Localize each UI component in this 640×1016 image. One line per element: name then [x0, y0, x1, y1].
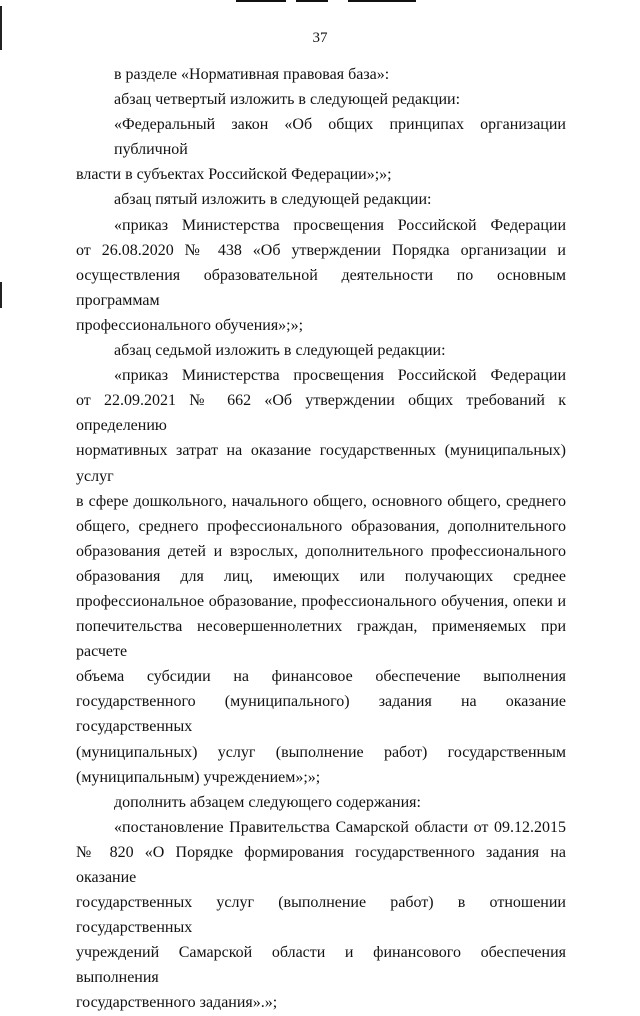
text-line: нормативных затрат на оказание государственных (муниципальных) услуг	[76, 442, 566, 485]
text-line: от 26.08.2020 № 438 «Об утверждении Порядка организации и	[76, 241, 566, 259]
text-line: попечительства несовершеннолетних граждан, применяемых при расчете	[76, 618, 566, 661]
paragraph	[76, 62, 566, 87]
text-line: общего, среднего профессионального образования, дополнительного	[76, 517, 566, 535]
text-line: «постановление Правительства Самарской области от 09.12.2015	[114, 818, 566, 836]
text-line: «Федеральный закон «Об общих принципах организации публичной	[114, 116, 566, 159]
text-line: в разделе «Нормативная правовая база»:	[114, 66, 390, 83]
text-line: дополнить абзацем следующего содержания:	[114, 793, 421, 811]
text-line: «приказ Министерства просвещения Российской Федерации	[114, 367, 566, 385]
paragraph	[76, 112, 566, 187]
text-line: осуществления образовательной деятельности по основным программам	[76, 266, 566, 309]
text-line: абзац седьмой изложить в следующей редакции:	[114, 342, 446, 360]
document-body	[76, 62, 566, 1016]
paragraph	[76, 213, 566, 338]
text-line: власти в субъектах Российской Федерации»;»;	[76, 166, 392, 184]
text-line: от 22.09.2021 № 662 «Об утверждении общих требований к определению	[76, 392, 566, 435]
text-line: образования детей и взрослых, дополнительного профессионального	[76, 542, 566, 560]
paragraph	[76, 338, 566, 363]
text-line: «приказ Министерства просвещения Российской Федерации	[114, 216, 566, 234]
paragraph	[76, 815, 566, 1016]
paragraph	[76, 790, 566, 815]
paragraph	[76, 363, 566, 790]
text-line: профессиональное образование, профессионального обучения, опеки и	[76, 592, 566, 610]
scan-edge-left	[0, 282, 2, 308]
paragraph	[76, 187, 566, 212]
text-line: абзац четвертый изложить в следующей редакции:	[114, 91, 461, 109]
text-line: профессионального обучения»;»;	[76, 316, 304, 334]
text-line: (муниципальным) учреждением»;»;	[76, 768, 321, 786]
text-line: государственных услуг (выполнение работ) в отношении государственных	[76, 894, 566, 937]
paragraph	[76, 87, 566, 112]
scan-edge-top	[236, 0, 416, 2]
text-line: учреждений Самарской области и финансового обеспечения выполнения	[76, 944, 566, 987]
text-line: абзац пятый изложить в следующей редакции:	[114, 191, 432, 209]
text-line: образования для лиц, имеющих или получающих среднее	[76, 567, 566, 585]
text-line: государственного задания».»;	[76, 994, 278, 1012]
text-line: № 820 «О Порядке формирования государственного задания на оказание	[76, 843, 566, 886]
text-line: (муниципальных) услуг (выполнение работ) государственным	[76, 743, 566, 761]
text-line: в сфере дошкольного, начального общего, основного общего, среднего	[76, 492, 566, 510]
page-number: 37	[312, 30, 328, 46]
text-line: объема субсидии на финансовое обеспечение выполнения	[76, 668, 566, 686]
text-line: государственного (муниципального) задания на оказание государственных	[76, 693, 566, 736]
